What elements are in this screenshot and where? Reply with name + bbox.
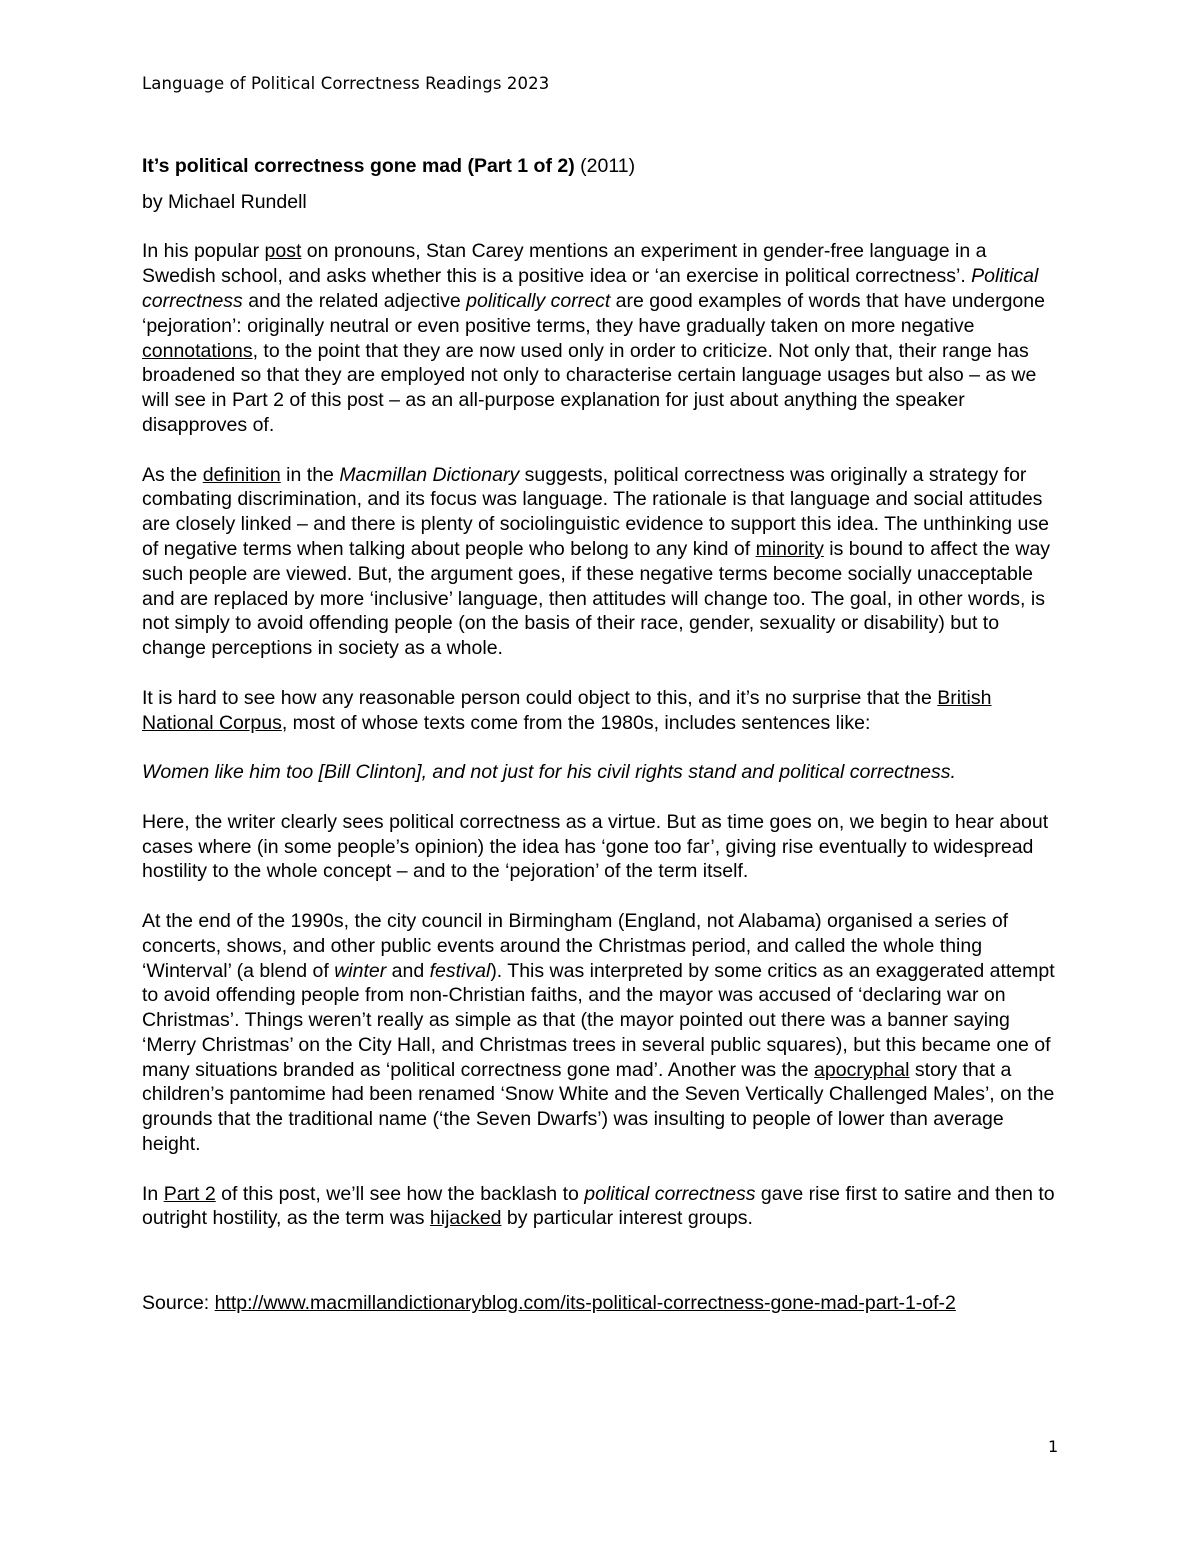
emphasis: Macmillan Dictionary [339,463,520,486]
text-run: gave rise first to satire and then to outright hostility, as the term was [142,1182,1055,1230]
text-run: by particular interest groups. [501,1207,753,1230]
text-run: In his popular [142,240,265,263]
article-title-text: It’s political correctness gone mad (Part 1 of 2) [142,155,575,177]
link-minority[interactable]: minority [755,537,824,560]
link-post[interactable]: post [264,240,302,263]
link-hijacked[interactable]: hijacked [429,1207,502,1230]
paragraph-5 [142,909,1062,1157]
emphasis: winter [334,959,387,982]
quote-text: Women like him too [Bill Clinton], and not just for his civil rights stand and political correctness. [142,761,956,784]
source-line [142,1291,1062,1316]
text-run: on pronouns, Stan Carey mentions an experiment in gender-free language in a Swedish school, and asks whether this is a positive idea or ‘an exercise in political correctness’. [142,240,987,288]
page-number: 1 [1048,1437,1059,1456]
text-run: story that a children’s pantomime had been renamed ‘Snow White and the Seven Vertically Challenged Males’, on the grounds that the traditional name (‘the Seven Dwarfs’) was insulting to people of lower than average height. [142,1058,1055,1156]
article-body [142,154,1062,1341]
link-british-national-corpus[interactable]: British National Corpus [142,686,992,734]
source-label: Source: [142,1292,215,1315]
text-run: of this post, we’ll see how the backlash to [215,1182,585,1205]
text-run: is bound to affect the way such people are viewed. But, the argument goes, if these negative terms become socially unacceptable and are replaced by more ‘inclusive’ language, then attitudes will change too. The goal, in other words, is not simply to avoid offending people (on the basis of their race, gender, sexuality or disability) but to change perceptions in society as a whole. [142,537,1051,660]
text-run: in the [280,463,340,486]
running-header: Language of Political Correctness Readings 2023 [142,74,550,93]
text-run: At the end of the 1990s, the city council in Birmingham (England, not Alabama) organised a series of concerts, shows, and other public events around the Christmas period, and called the whole thing ‘Winterval’ (a blend of [142,909,1009,982]
text-run: , to the point that they are now used only in order to criticize. Not only that, their range has broadened so that they are employed not only to characterise certain language usages but also – as we will see in Part 2 of this post – as an all-purpose explanation for just about anything the speaker disapproves of. [142,339,1037,436]
source-link[interactable]: http://www.macmillandictionaryblog.com/its-political-correctness-gone-mad-part-1-of-2 [214,1292,956,1315]
link-apocryphal[interactable]: apocryphal [814,1058,910,1081]
article-year: (2011) [574,155,636,177]
text-run: are good examples of words that have undergone ‘pejoration’: originally neutral or even positive terms, they have gradually taken on more negative [142,289,1045,337]
text-run: In [142,1182,164,1205]
text-run: ). This was interpreted by some critics as an exaggerated attempt to avoid offending people from non-Christian faiths, and the mayor was accused of ‘declaring war on Christmas’. Things weren’t really as simple as that (the mayor pointed out there was a banner saying ‘Merry Christmas’ on the City Hall, and Christmas trees in several public squares), but this became one of many situations branded as ‘political correctness gone mad’. Another was the [142,959,1055,1081]
emphasis: Political correctness [142,265,1039,312]
text-run: and the related adjective [242,289,467,312]
link-definition[interactable]: definition [202,463,281,486]
paragraph-6 [142,1182,1062,1232]
byline: by Michael Rundell [142,190,307,213]
text-run: and [386,959,430,982]
paragraph-3 [142,686,1062,736]
article-title [142,154,1062,179]
quote [142,760,1062,785]
text-run: , most of whose texts come from the 1980s, includes sentences like: [281,711,871,734]
emphasis: festival [429,959,491,982]
emphasis: political correctness [584,1182,756,1205]
text-run: It is hard to see how any reasonable person could object to this, and it’s no surprise that the [142,686,938,709]
link-connotations[interactable]: connotations [142,339,253,362]
text-run: As the [142,463,203,486]
paragraph-4: Here, the writer clearly sees political correctness as a virtue. But as time goes on, we begin to hear about cases where (in some people’s opinion) the idea has ‘gone too far’, giving rise eventually to widespread hostility to the whole concept – and to the ‘pejoration’ of the term itself. [142,810,1049,883]
paragraph-1 [142,239,1062,437]
link-part-2[interactable]: Part 2 [163,1182,216,1205]
paragraph-2 [142,463,1062,661]
text-run: suggests, political correctness was originally a strategy for combating discrimination, and its focus was language. The rationale is that language and social attitudes are closely linked – and there is plenty of sociolinguistic evidence to support this idea. The unthinking use of negative terms when talking about people who belong to any kind of [142,463,1049,560]
emphasis: politically correct [466,289,611,312]
